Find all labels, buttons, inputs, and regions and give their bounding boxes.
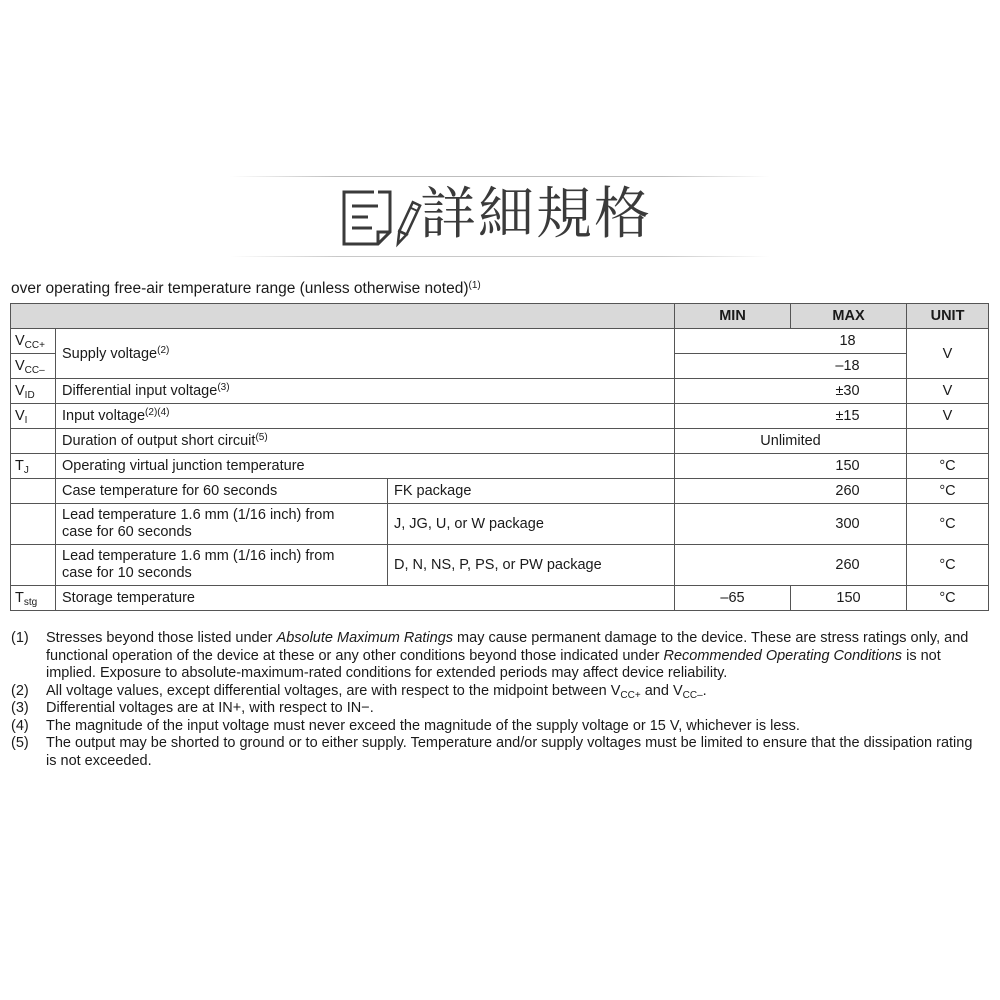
cond-case-temp: FK package <box>388 479 675 504</box>
header-title: 詳細規格 <box>420 182 652 247</box>
header-rule-top <box>230 176 770 177</box>
table-row-lead-10 <box>11 545 989 586</box>
symbol-empty <box>11 504 56 545</box>
param-lead-60: Lead temperature 1.6 mm (1/16 inch) from case for 60 seconds <box>56 504 388 545</box>
table-row-vi <box>11 404 989 429</box>
symbol-vi: $V_I$ <box>11 404 56 429</box>
max-vi: ±15 <box>675 404 907 429</box>
table-row-vcc-plus <box>11 329 989 354</box>
footnote-2 <box>11 683 976 701</box>
footnote-text: Differential voltages are at IN+, with respect to IN−. <box>46 700 374 716</box>
max-lead-60: 300 <box>675 504 907 545</box>
symbol-empty <box>11 545 56 586</box>
unit-supply-voltage: V <box>907 329 989 379</box>
unit-tj: °C <box>907 454 989 479</box>
symbol-vcc-plus: $V_{CC+}$ <box>11 329 56 354</box>
unit-tstg: °C <box>907 586 989 611</box>
footnote-text: Stresses beyond those listed under Absolute Maximum Ratings may cause permanent damage to the device. These are stress ratings only, and functional operation of the device at these or any other conditions beyond those indicated under Recommended Operating Conditions is not implied. Exposure to absolute-maximum-rated conditions for extended periods may affect device reliability. <box>46 630 969 681</box>
max-tj: 150 <box>675 454 907 479</box>
footnote-number: (1) <box>11 630 29 646</box>
col-unit: UNIT <box>907 304 989 329</box>
table-row-tstg <box>11 586 989 611</box>
table-intro <box>11 280 481 298</box>
footnote-4 <box>11 718 976 736</box>
symbol-tj: $T_J$ <box>11 454 56 479</box>
footnote-text: All voltage values, except differential voltages, are with respect to the midpoint between $V_{CC+}$ and $V_{CC-}$. <box>46 682 707 701</box>
unit-vi: V <box>907 404 989 429</box>
table-row-vid <box>11 379 989 404</box>
param-short-circuit: Duration of output short circuit$^{(5)}$ <box>56 429 675 454</box>
table-row-lead-60 <box>11 504 989 545</box>
unit-lead-60: °C <box>907 504 989 545</box>
footnote-text: The magnitude of the input voltage must never exceed the magnitude of the supply voltage or 15 V, whichever is less. <box>46 717 800 734</box>
param-differential-input: Differential input voltage$^{(3)}$ <box>56 379 675 404</box>
cond-lead-10: D, N, NS, P, PS, or PW package <box>388 545 675 586</box>
value-short-circuit: Unlimited <box>675 429 907 454</box>
footnotes <box>11 630 976 770</box>
col-max: MAX <box>791 304 907 329</box>
table-row-short-circuit <box>11 429 989 454</box>
absolute-max-ratings-table <box>10 303 989 611</box>
unit-vid: V <box>907 379 989 404</box>
param-case-temp: Case temperature for 60 seconds <box>56 479 388 504</box>
max-lead-10: 260 <box>675 545 907 586</box>
footnote-1 <box>11 630 976 683</box>
max-vcc-minus: –18 <box>675 354 907 379</box>
table-row-tj <box>11 454 989 479</box>
max-case-temp: 260 <box>675 479 907 504</box>
table-header-row <box>11 304 989 329</box>
symbol-vid: $V_{ID}$ <box>11 379 56 404</box>
max-vcc-plus: 18 <box>675 329 907 354</box>
col-min: MIN <box>675 304 791 329</box>
footnote-number: (2) <box>11 682 29 699</box>
symbol-vcc-minus: $V_{CC-}$ <box>11 354 56 379</box>
symbol-tstg: $T_{stg}$ <box>11 586 56 611</box>
document-pencil-icon <box>338 186 424 252</box>
unit-lead-10: °C <box>907 545 989 586</box>
max-tstg: 150 <box>791 586 907 611</box>
param-input-voltage: Input voltage$^{(2)(4)}$ <box>56 404 675 429</box>
footnote-number: (3) <box>11 700 29 716</box>
header-rule-bottom <box>230 256 770 257</box>
param-lead-10: Lead temperature 1.6 mm (1/16 inch) from case for 10 seconds <box>56 545 388 586</box>
unit-empty <box>907 429 989 454</box>
footnote-3 <box>11 700 976 718</box>
min-tstg: –65 <box>675 586 791 611</box>
param-supply-voltage: Supply voltage$^{(2)}$ <box>56 329 675 379</box>
footnote-number: (4) <box>11 717 29 734</box>
table-row-case-temp <box>11 479 989 504</box>
cond-lead-60: J, JG, U, or W package <box>388 504 675 545</box>
header-blank-cell <box>11 304 675 329</box>
max-vid: ±30 <box>675 379 907 404</box>
symbol-empty <box>11 479 56 504</box>
param-storage-temp: Storage temperature <box>56 586 675 611</box>
param-junction-temp: Operating virtual junction temperature <box>56 454 675 479</box>
footnote-text: The output may be shorted to ground or to either supply. Temperature and/or supply voltages must be limited to ensure that the dissipation rating is not exceeded. <box>46 735 973 769</box>
intro-text: over operating free-air temperature range (unless otherwise noted) <box>11 280 469 297</box>
footnote-5 <box>11 735 976 770</box>
unit-case-temp: °C <box>907 479 989 504</box>
intro-note-ref: (1) <box>468 280 481 291</box>
spec-header <box>0 170 1000 260</box>
footnote-number: (5) <box>11 735 29 751</box>
symbol-empty <box>11 429 56 454</box>
